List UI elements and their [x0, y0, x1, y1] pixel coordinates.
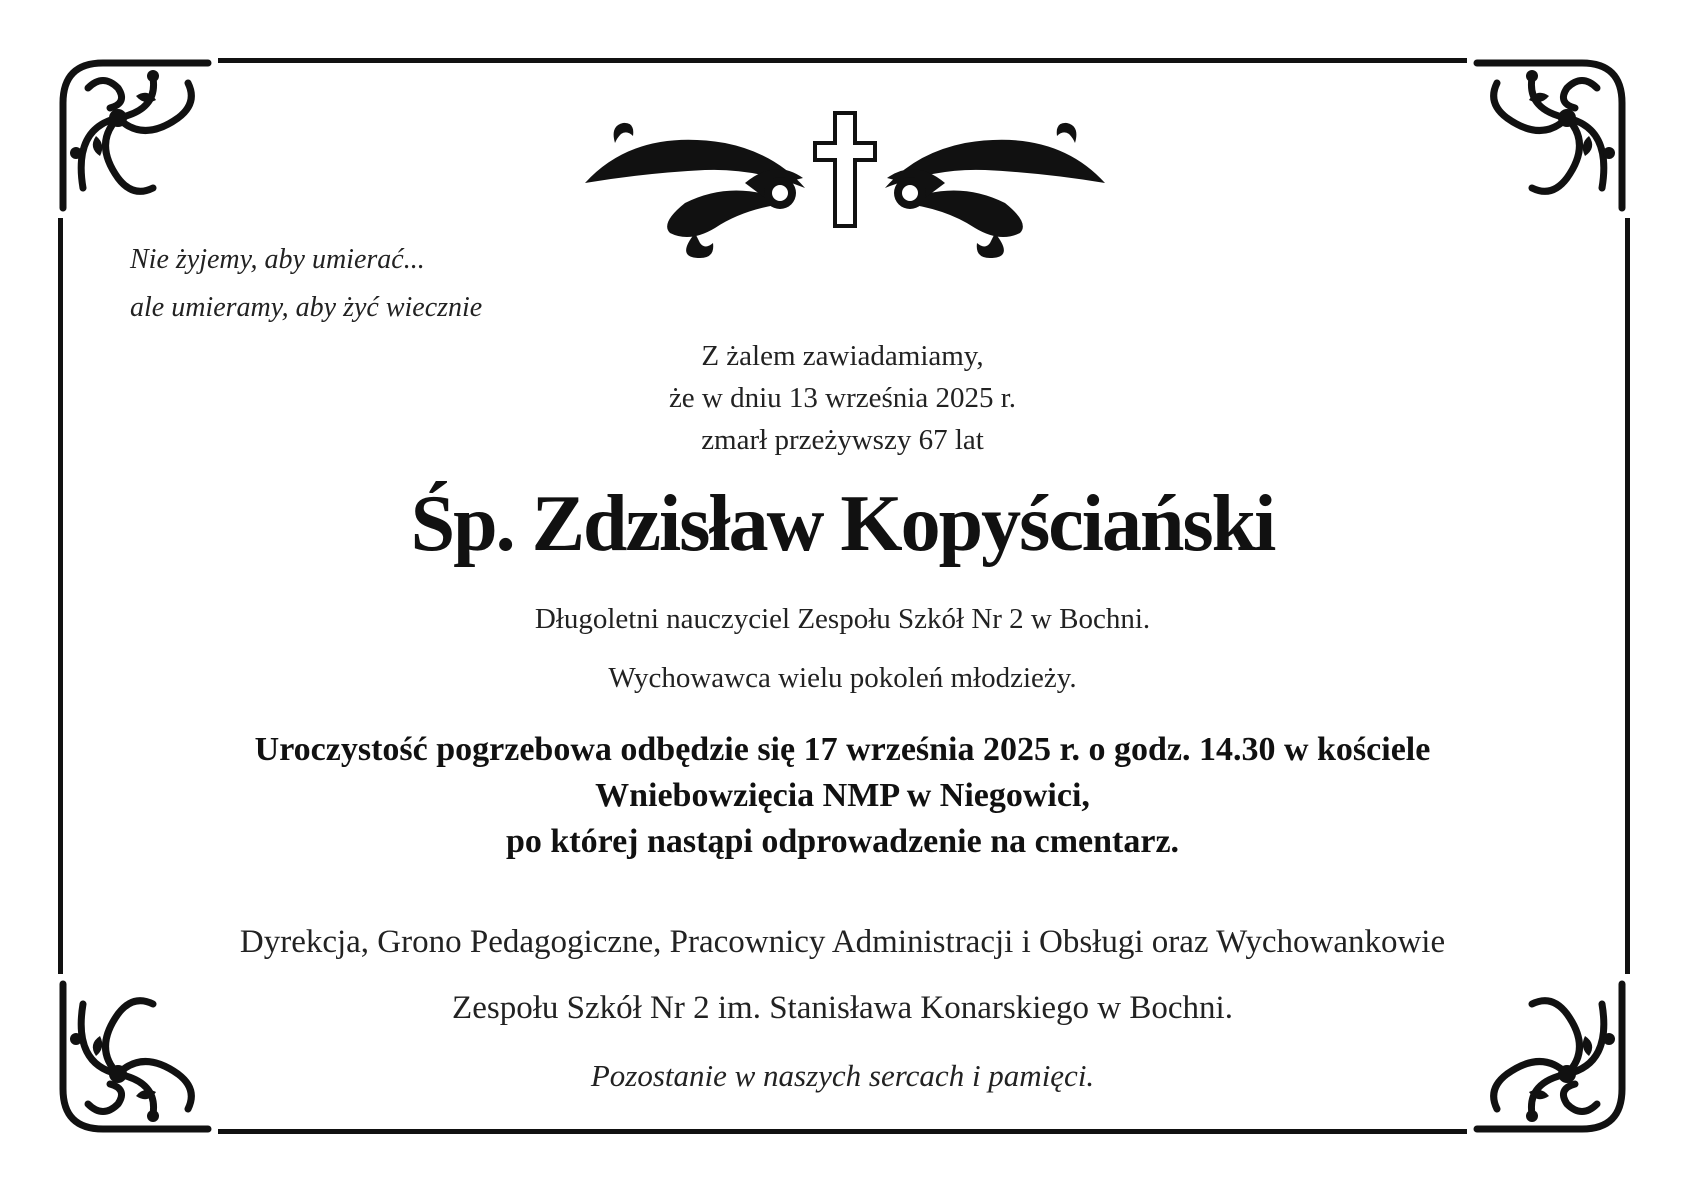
funeral-ceremony-info: [0, 727, 1685, 865]
closing-line: Pozostanie w naszych sercach i pamięci.: [590, 1058, 1095, 1093]
ceremony-line-1: Uroczystość pogrzebowa odbędzie się 17 września 2025 r. o godz. 14.30 w kościele: [254, 731, 1431, 768]
cross-with-leaves-icon: [575, 108, 1115, 268]
description-line-2: Wychowawca wielu pokoleń młodzieży.: [608, 662, 1077, 694]
motto-line-2: ale umieramy, aby żyć wiecznie: [130, 292, 483, 323]
corner-flourish-icon: [48, 48, 218, 218]
signatories-line-1: Dyrekcja, Grono Pedagogiczne, Pracownicy Administracji i Obsługi oraz Wychowankowie: [239, 924, 1446, 960]
signatories-line-2: Zespołu Szkół Nr 2 im. Stanisława Konarskiego w Bochni.: [452, 990, 1233, 1026]
announcement: [0, 335, 1685, 461]
announcement-line-2: że w dniu 13 września 2025 r.: [668, 382, 1017, 414]
motto-quote: [130, 236, 482, 332]
description-line-1: Długoletni nauczyciel Zespołu Szkół Nr 2 w Bochni.: [534, 603, 1151, 635]
motto-line-1: Nie żyjemy, aby umierać...: [130, 244, 425, 275]
announcement-line-3: zmarł przeżywszy 67 lat: [701, 424, 984, 456]
deceased-name: Śp. Zdzisław Kopyściański: [410, 480, 1275, 568]
announcement-line-1: Z żalem zawiadamiamy,: [701, 340, 984, 372]
corner-flourish-icon: [1467, 48, 1637, 218]
ceremony-line-2: Wniebowzięcia NMP w Niegowici,: [595, 777, 1090, 814]
ceremony-line-3: po której nastąpi odprowadzenie na cmentarz.: [505, 823, 1180, 860]
